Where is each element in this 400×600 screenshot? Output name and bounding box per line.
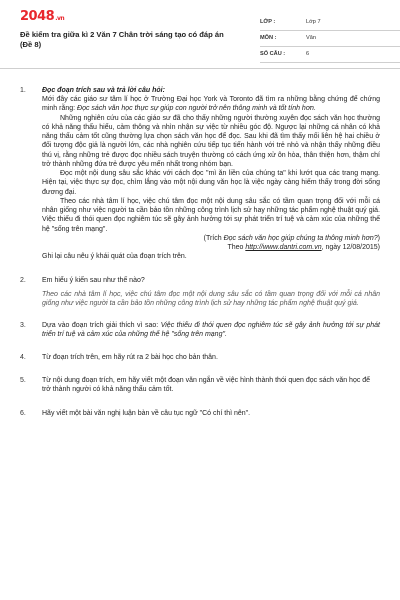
passage-intro-quote: Đọc sách văn học thực sự giúp con người trở nên thông minh và tốt tính hơn. <box>77 105 316 113</box>
question-quote: Theo các nhà tâm lí học, việc chú tâm đọc một nội dung sâu sắc có tầm quan trọng đối với mỗi cá nhân giống như việc người ta cần bảo tồn những công trình lịch sử hay những tác phẩm nghệ thuật quý giá. <box>42 290 380 307</box>
page-header <box>20 8 380 72</box>
source-link[interactable]: http://www.dantri.com.vn <box>245 243 322 251</box>
citation-suffix: ) <box>377 234 380 242</box>
passage-source <box>42 243 380 252</box>
question-2 <box>20 276 380 308</box>
question-number: 6. <box>20 410 26 418</box>
question-list <box>20 86 380 419</box>
passage-citation <box>42 234 380 243</box>
question-prompt: Hãy viết một bài văn nghị luận bàn về câu tục ngữ "Có chí thì nên". <box>42 410 251 418</box>
question-body <box>42 86 380 261</box>
logo-suffix: .vn <box>55 15 65 22</box>
question-prompt: Từ nội dung đoạn trích, em hãy viết một đoạn văn ngắn về việc hình thành thói quen đọc sách văn học để trở thành người có khả năng thấu cảm tốt. <box>42 376 371 394</box>
question-4 <box>20 353 380 362</box>
header-divider <box>0 68 400 69</box>
info-row-class <box>260 15 400 31</box>
passage-intro <box>42 95 380 113</box>
question-3 <box>20 321 380 339</box>
exam-info-table <box>260 15 400 63</box>
info-key: LỚP : <box>260 18 276 25</box>
citation-title: Đọc sách văn học giúp chúng ta thông minh hơn? <box>223 234 378 242</box>
citation-prefix: (Trích <box>203 234 224 242</box>
question-number: 3. <box>20 322 26 330</box>
question-prompt: Từ đoạn trích trên, em hãy rút ra 2 bài học cho bản thân. <box>42 353 218 361</box>
question-number: 5. <box>20 376 26 384</box>
question-prompt-quote: Việc thiếu đi thói quen đọc nghiêm túc sẽ gây ảnh hưởng tới sự phát triển trí tuệ và cảm xúc của những thế hệ "sống trên mạng". <box>42 322 380 339</box>
info-row-count <box>260 47 400 63</box>
info-key: SỐ CÂU : <box>260 50 286 57</box>
question-prompt: Em hiểu ý kiến sau như thế nào? <box>42 277 145 285</box>
question-body <box>42 321 380 339</box>
question-body <box>42 276 380 308</box>
info-value: 6 <box>306 50 310 57</box>
question-number: 4. <box>20 353 26 361</box>
question-number: 1. <box>20 87 26 94</box>
passage-intro-text: Mới đây các giáo sư tâm lí học ở Trường Đại học York và Toronto đã tìm ra những bằng chứng để chứng minh rằng: <box>42 96 380 113</box>
question-number: 2. <box>20 277 26 285</box>
question-prompt: Đọc đoạn trích sau và trả lời câu hỏi: <box>42 87 165 94</box>
info-row-subject <box>260 31 400 47</box>
question-ask: Ghi lại câu nêu ý khái quát của đoạn trích trên. <box>42 253 187 261</box>
question-1 <box>20 86 380 261</box>
question-prompt <box>42 321 380 339</box>
logo-main: 2048 <box>20 9 55 24</box>
question-6 <box>20 409 380 418</box>
info-value: Văn <box>306 34 316 41</box>
info-key: MÔN : <box>260 34 277 41</box>
page-title: Đề kiểm tra giữa kì 2 Văn 7 Chân trời sáng tạo có đáp án (Đề 8) <box>20 30 224 50</box>
source-prefix: Theo <box>227 243 246 251</box>
passage-paragraph-2: Đọc một nội dung sâu sắc khác với cách đọc "mì ăn liền của chúng ta" khi lướt qua các trang mạng. Hiện tại, việc thực sự đọc, chìm lắng vào một nội dung văn học là việc ngày càng hiếm thấy trong đời sống đương đại. <box>42 170 380 196</box>
passage-paragraph-1: Những nghiên cứu của các giáo sư đã cho thấy những người thường xuyên đọc sách văn học thường có khả năng thấu hiểu, cảm thông và nhìn nhận sự việc từ nhiều góc độ. Ngược lại những cá nhân có khả năng thấu cảm tốt cũng thường lựa chọn sách văn học để đọc. Sau khi đã tìm thấy mối liên hệ hai chiều ở đối tượng độc giả là người lớn, các nhà nghiên cứu tiếp tục tiến hành với trẻ nhỏ và nhận thấy những điều thú vị, rằng những trẻ được đọc nhiều sách truyện thường có cách ứng xử ôn hòa, thân thiện hơn, thậm chí trở thành những đứa trẻ được yêu mến nhất trong nhóm bạn. <box>42 114 380 168</box>
source-suffix: , ngày 12/08/2015) <box>321 243 380 251</box>
passage-paragraph-3: Theo các nhà tâm lí học, việc chú tâm đọc một nội dung sâu sắc có tầm quan trọng đối với mỗi cá nhân giống như việc người ta cần bảo tồn những công trình lịch sử hay những tác phẩm nghệ thuật quý giá. Việc thiếu đi thói quen đọc nghiêm túc sẽ gây ảnh hưởng tới sự phát triển trí tuệ và cảm xúc của những thế hệ "sống trên mạng". <box>42 197 380 233</box>
question-prompt-text: Dựa vào đoạn trích giải thích vì sao: <box>42 322 161 330</box>
question-5 <box>20 376 380 394</box>
info-value: Lớp 7 <box>306 18 321 25</box>
